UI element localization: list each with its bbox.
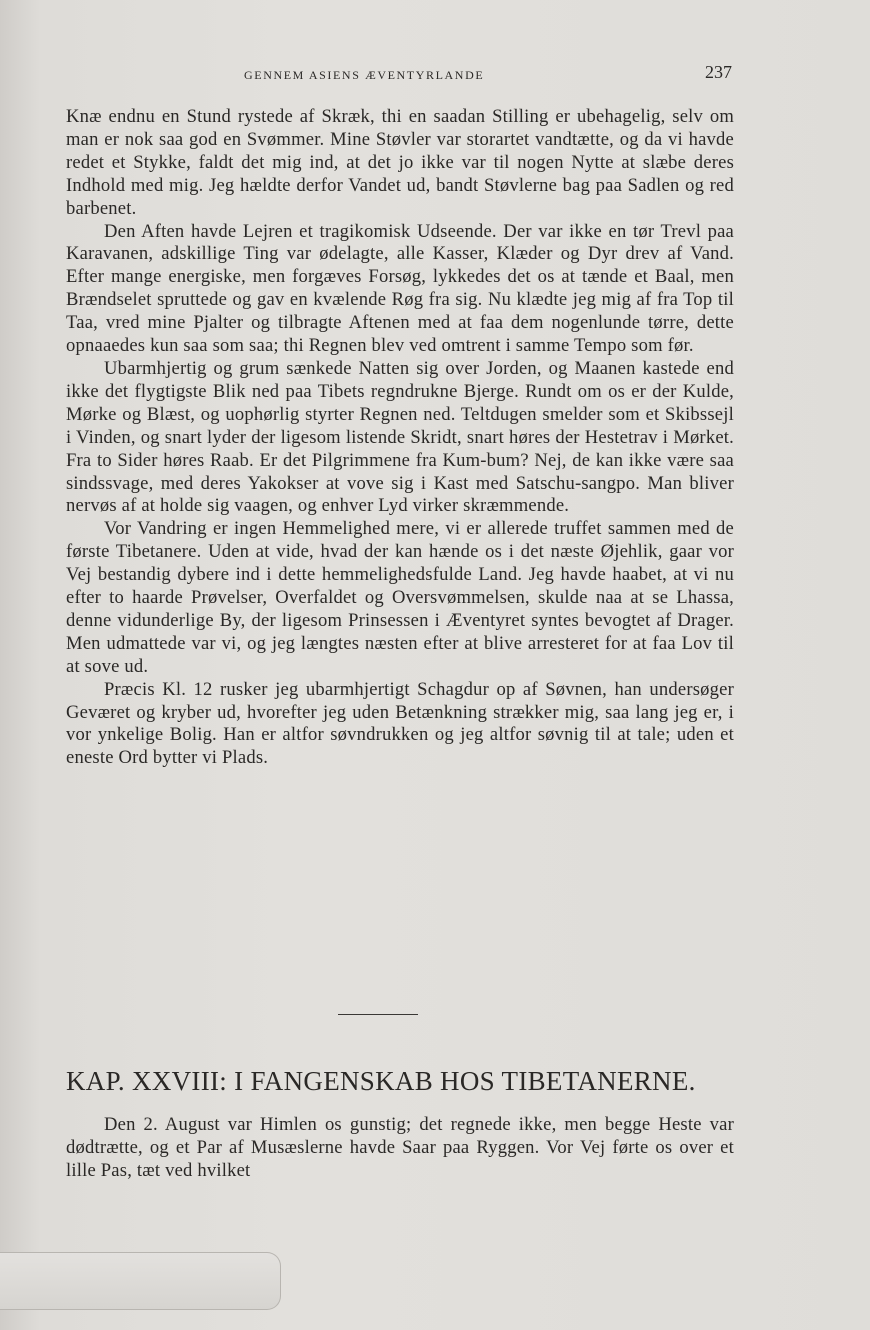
chapter-text — [66, 1114, 734, 1183]
paragraph: Den 2. August var Himlen os gunstig; det regnede ikke, men begge Heste var dødtrætte, og et Par af Musæslerne havde Saar paa Ryggen. Vor Vej førte os over et lille Pas, tæt ved hvilket — [66, 1114, 734, 1181]
chapter-title: KAP. XXVIII: I FANGENSKAB HOS TIBETANERNE. — [66, 1066, 696, 1096]
paragraph: Den Aften havde Lejren et tragikomisk Udseende. Der var ikke en tør Trevl paa Karavanen, adskillige Ting var ødelagte, alle Kasser, Klæder og Dyr drev af Vand. Efter mange energiske, men forgæves Forsøg, lykkedes det os at tænde et Baal, men Brændselet spruttede og gav en kvælende Røg fra sig. Nu klædte jeg mig af fra Top til Taa, vred mine Pjalter og tilbragte Aftenen med at faa dem nogenlunde tørre, dette opnaaedes kun saa som saa; thi Regnen blev ved omtrent i samme Tempo som før. — [66, 220, 734, 357]
body-text — [66, 106, 734, 770]
page-number: 237 — [705, 62, 732, 82]
running-title: GENNEM ASIENS ÆVENTYRLANDE — [244, 68, 485, 82]
paragraph: Vor Vandring er ingen Hemmelighed mere, vi er allerede truffet sammen med de første Tibetanere. Uden at vide, hvad der kan hænde os i det næste Øjehlik, gaar vor Vej bestandig dybere ind i dette hemmelighedsfulde Land. Jeg havde haabet, at vi nu efter to haarde Prøvelser, Overfaldet og Oversvømmelsen, skulde naa at se Lhassa, denne vidunderlige By, der ligesom Prinsessen i Æventyret syntes bevogtet af Drager. Men udmattede var vi, og jeg længtes næsten efter at blive arresteret for at faa Lov til at sove ud. — [66, 518, 734, 677]
page-header — [66, 62, 734, 86]
paragraph: Knæ endnu en Stund rystede af Skræk, thi en saadan Stilling er ubehagelig, selv om man er nok saa god en Svømmer. Mine Støvler var storartet vandtætte, og da vi havde redet et Stykke, faldt det mig ind, at det jo ikke var til nogen Nytte at slæbe deres Indhold med mig. Jeg hældte derfor Vandet ud, bandt Støvlerne bag paa Sadlen og red barbenet. — [66, 106, 734, 219]
paragraph: Præcis Kl. 12 rusker jeg ubarmhjertigt Schagdur op af Søvnen, han undersøger Geværet og kryber ud, hvorefter jeg uden Betænkning strækker mig, saa lang jeg er, i vor ynkelige Bolig. Han er altfor søvndrukken og jeg altfor søvnig til at tale; uden et eneste Ord bytter vi Plads. — [66, 678, 734, 769]
library-slip — [0, 1252, 281, 1310]
paragraph: Ubarmhjertig og grum sænkede Natten sig over Jorden, og Maanen kastede end ikke det flygtigste Blik ned paa Tibets regndrukne Bjerge. Rundt om os er der Kulde, Mørke og Blæst, og uophørlig styrter Regnen ned. Teltdugen smelder som et Skibssejl i Vinden, og snart lyder der ligesom listende Skridt, snart høres der Hestetrav i Mørket. Fra to Sider høres Raab. Er det Pilgrimmene fra Kum-bum? Nej, de kan ikke være saa sindssvage, med deres Yakokser at vove sig i Kast med Satschu-sangpo. Man bliver nervøs af at holde sig vaagen, og enhver Lyd virker skræmmende. — [66, 357, 734, 517]
section-divider — [338, 1014, 418, 1015]
